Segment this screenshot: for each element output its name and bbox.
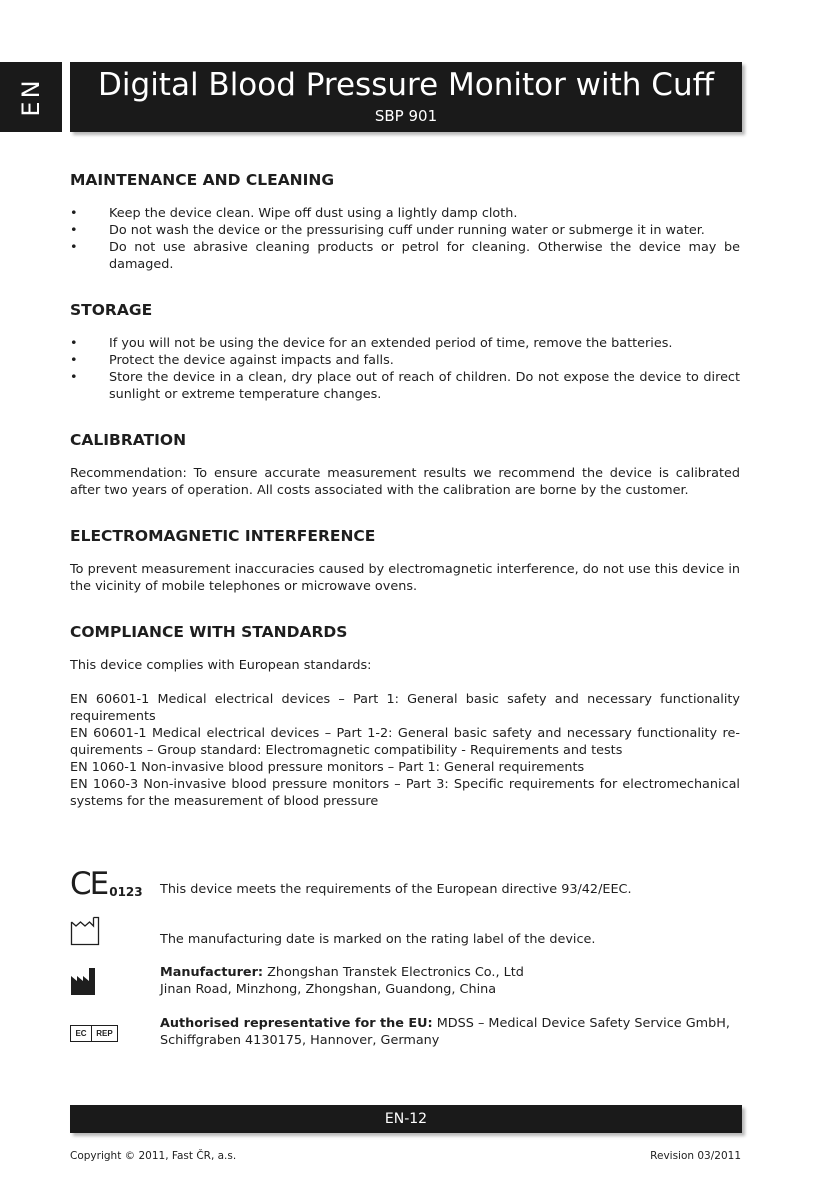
list-item: • If you will not be using the device for an extended period of time, remove the batteries. xyxy=(70,335,740,352)
main-content xyxy=(70,170,740,837)
ec-rep-text xyxy=(160,1015,740,1049)
manufacturer-name: Zhongshan Transtek Electronics Co., Ltd xyxy=(263,965,524,980)
ce-text: This device meets the requirements of the European directive 93/42/EEC. xyxy=(160,882,632,897)
standard-item: EN 1060-1 Non-invasive blood pressure monitors – Part 1: General requirements xyxy=(70,760,585,775)
compliance-intro: This device complies with European standards: xyxy=(70,658,372,673)
standard-item: EN 1060-3 Non-invasive blood pressure monitors – Part 3: Specific requirements for electromechanical systems for the measurement of blood pressure xyxy=(70,777,740,809)
list-item: • Store the device in a clean, dry place out of reach of children. Do not expose the device to direct sunlight or extreme temperature changes. xyxy=(70,369,740,403)
page-number-bar xyxy=(70,1105,742,1133)
manufacturer-label: Manufacturer: xyxy=(160,965,264,980)
list-item: • Keep the device clean. Wipe off dust using a lightly damp cloth. xyxy=(70,205,740,222)
list-item: • Protect the device against impacts and falls. xyxy=(70,352,740,369)
title-bar xyxy=(70,62,742,132)
list-item: • Do not wash the device or the pressurising cuff under running water or submerge it in water. xyxy=(70,222,740,239)
ec-rep-label: Authorised representative for the EU: xyxy=(160,1016,433,1031)
calibration-heading: CALIBRATION xyxy=(70,431,187,449)
calibration-text: Recommendation: To ensure accurate measurement results we recommend the device is calibrated after two years of operation. All costs associated with the calibration are borne by the customer. xyxy=(70,466,740,498)
standard-item: EN 60601-1 Medical electrical devices – Part 1-2: General basic safety and necessary functionality re-quirements – Group standard: Electromagnetic compatibility - Requirements and tests xyxy=(70,726,740,758)
manufacturer-icon xyxy=(70,966,98,1001)
maintenance-section xyxy=(70,170,740,273)
copyright: Copyright © 2011, Fast ČR, a.s. xyxy=(70,1150,237,1162)
ec-rep-address: Schiffgraben 4130175, Hannover, Germany xyxy=(160,1033,440,1048)
manufacturer-address: Jinan Road, Minzhong, Zhongshan, Guandong, China xyxy=(160,982,497,997)
calibration-section xyxy=(70,430,740,499)
storage-heading: STORAGE xyxy=(70,301,153,319)
storage-section xyxy=(70,300,740,403)
ce-mark-icon: CE 0123 xyxy=(70,866,143,902)
emi-heading: ELECTROMAGNETIC INTERFERENCE xyxy=(70,527,376,545)
language-tab xyxy=(0,62,62,132)
revision: Revision 03/2011 xyxy=(650,1150,741,1162)
maintenance-list xyxy=(70,205,740,273)
ec-rep-icon: EC REP xyxy=(70,1025,118,1042)
maintenance-heading: MAINTENANCE AND CLEANING xyxy=(70,171,335,189)
model-number: SBP 901 xyxy=(374,107,438,125)
list-item: • Do not use abrasive cleaning products or petrol for cleaning. Otherwise the device may be damaged. xyxy=(70,239,740,273)
ec-rep-name: MDSS – Medical Device Safety Service GmbH, xyxy=(432,1016,730,1031)
compliance-section xyxy=(70,622,740,810)
compliance-heading: COMPLIANCE WITH STANDARDS xyxy=(70,623,348,641)
emi-text: To prevent measurement inaccuracies caused by electromagnetic interference, do not use this device in the vicinity of mobile telephones or microwave ovens. xyxy=(70,562,740,594)
page-number: EN-12 xyxy=(384,1111,428,1127)
ce-number: 0123 xyxy=(109,885,143,899)
storage-list xyxy=(70,335,740,403)
manufacturing-date-icon xyxy=(70,916,100,951)
manufacturing-date-text: The manufacturing date is marked on the rating label of the device. xyxy=(160,932,596,947)
manufacturer-text xyxy=(160,964,740,998)
language-label: EN xyxy=(17,77,45,117)
emi-section xyxy=(70,526,740,595)
standard-item: EN 60601-1 Medical electrical devices – Part 1: General basic safety and necessary functionality requirements xyxy=(70,692,740,724)
page-title: Digital Blood Pressure Monitor with Cuff xyxy=(98,67,714,103)
